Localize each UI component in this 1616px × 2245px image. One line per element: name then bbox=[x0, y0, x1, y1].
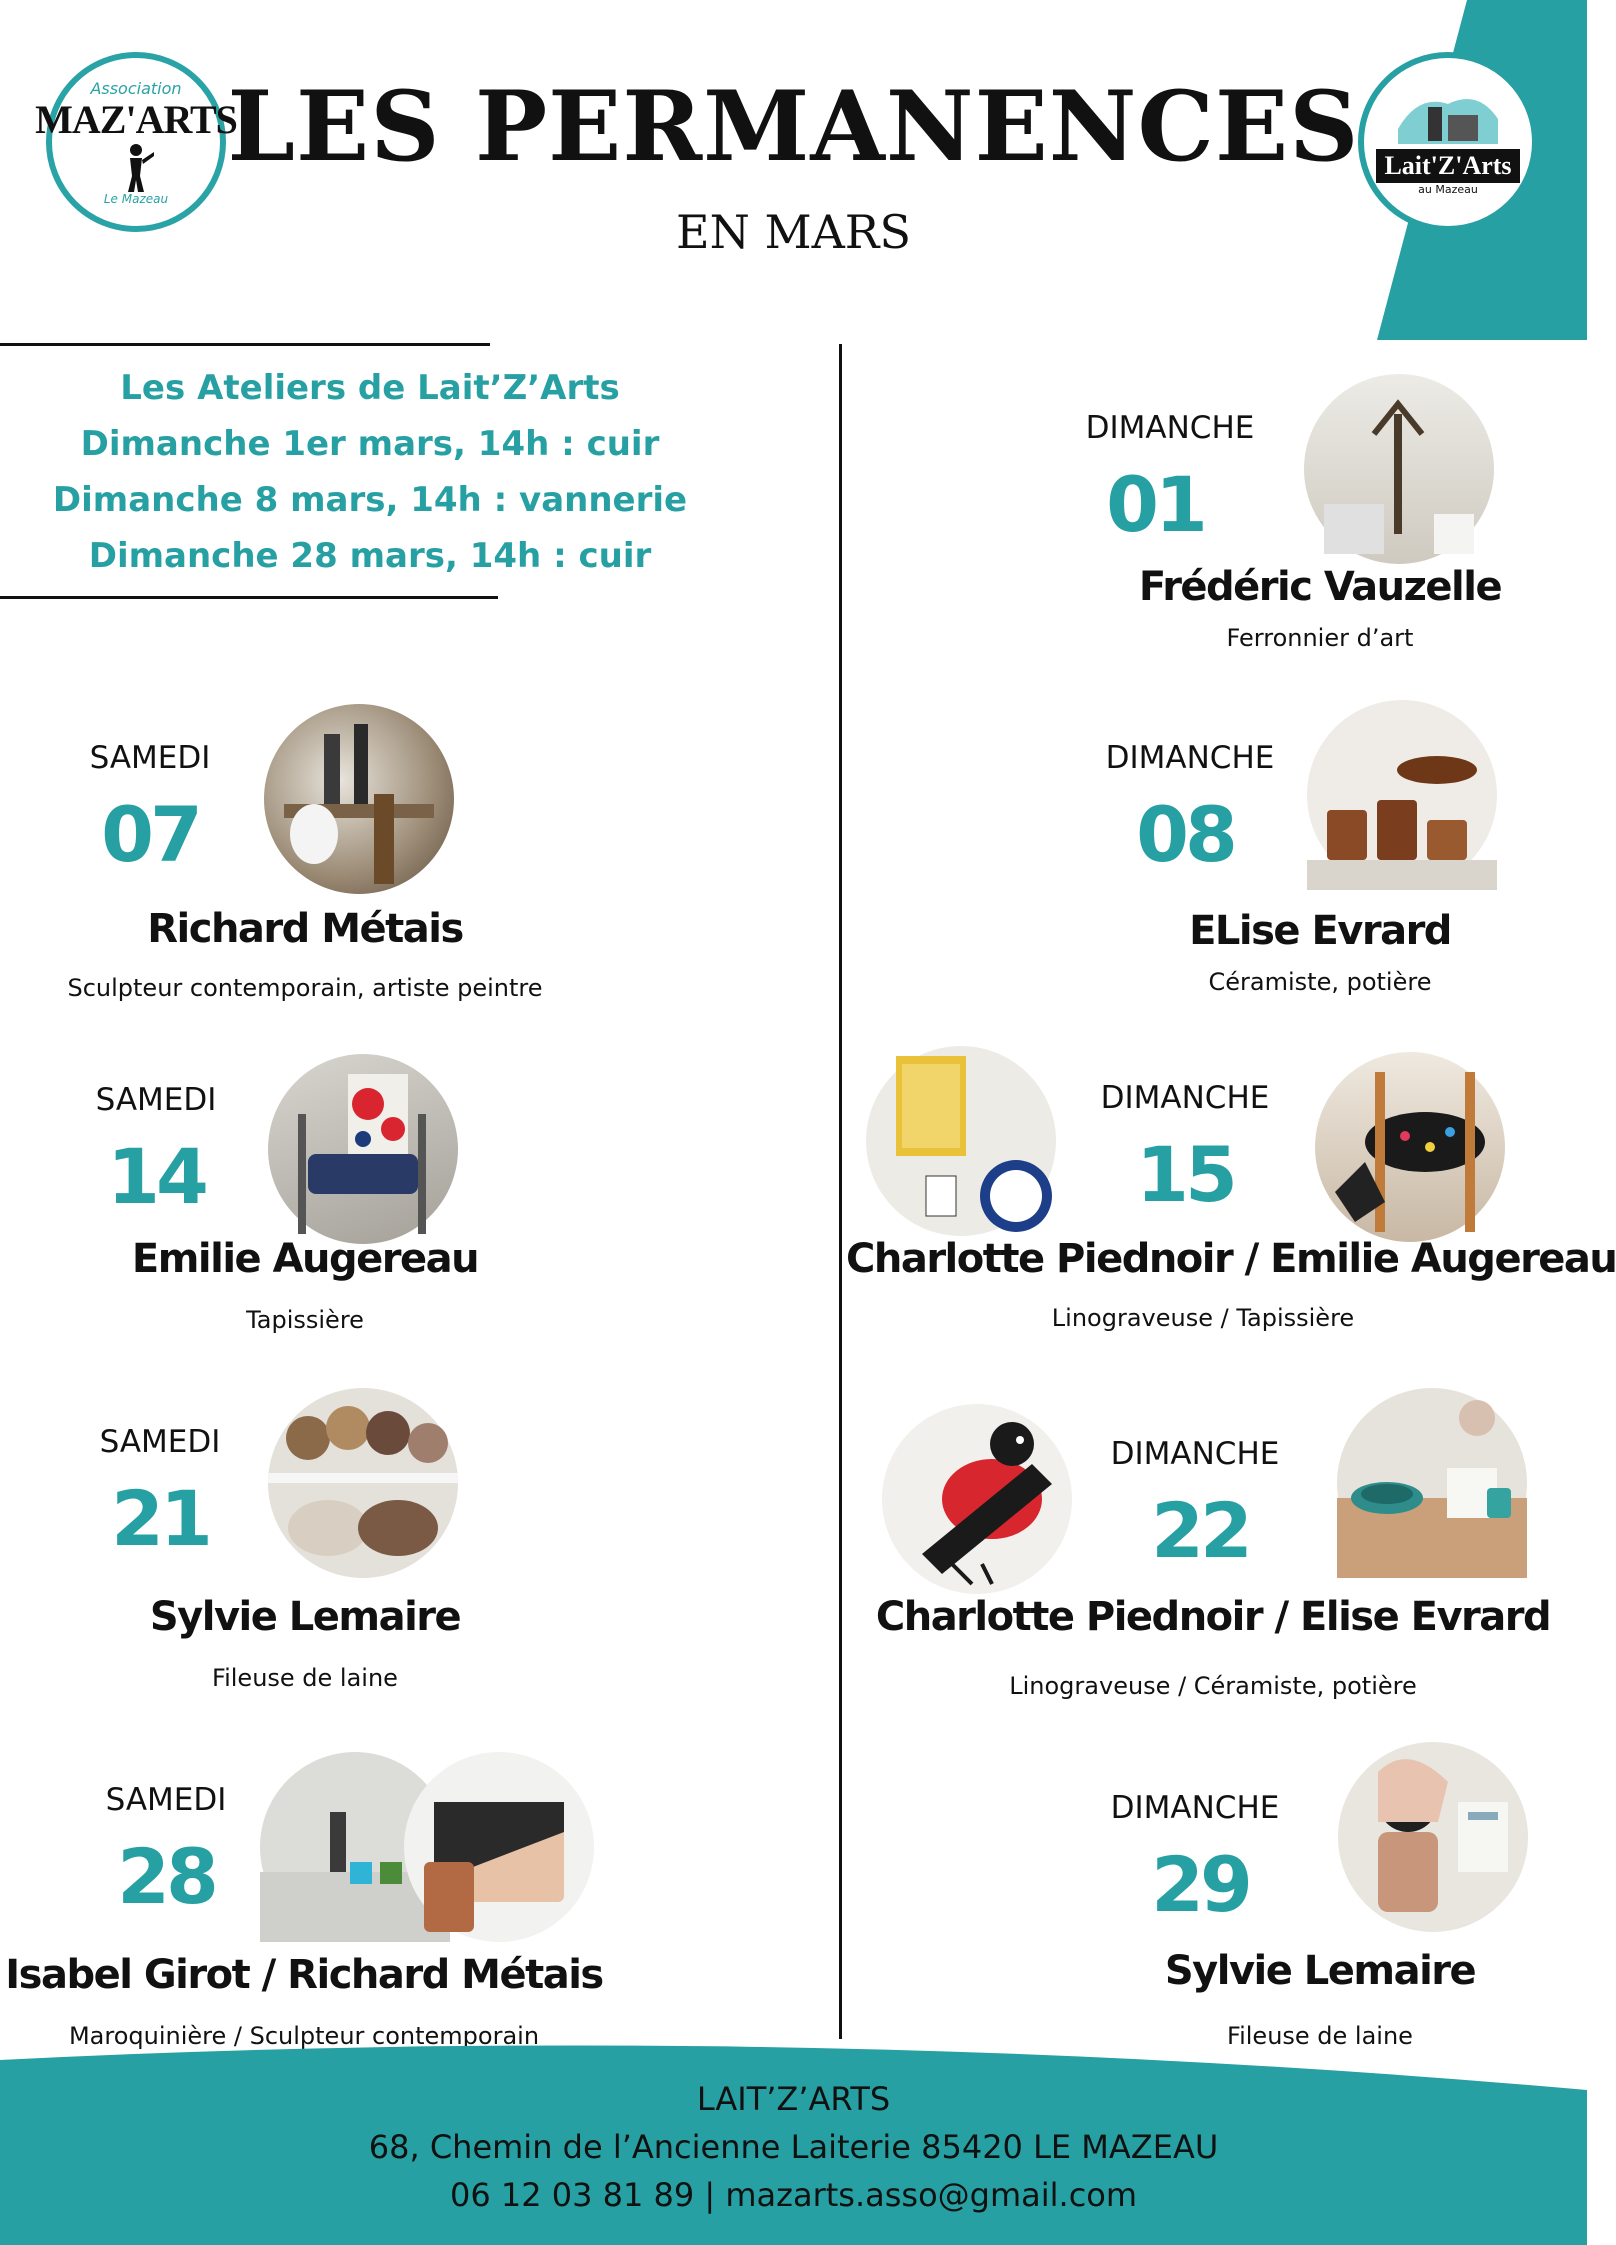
date-number: 07 bbox=[101, 790, 199, 879]
artist-photo bbox=[1307, 700, 1497, 890]
artist-name: Sylvie Lemaire bbox=[1164, 1948, 1476, 1994]
ateliers-box bbox=[40, 360, 700, 584]
date-number: 14 bbox=[107, 1132, 205, 1221]
date-number: 22 bbox=[1151, 1486, 1249, 1575]
date-number: 15 bbox=[1136, 1130, 1234, 1219]
ateliers-bottom-rule bbox=[0, 596, 498, 599]
date-day: DIMANCHE bbox=[1110, 1436, 1280, 1472]
artist-name: Frédéric Vauzelle bbox=[1138, 564, 1502, 610]
artist-photo bbox=[1337, 1388, 1527, 1578]
artist-photo bbox=[404, 1752, 594, 1942]
date-day: DIMANCHE bbox=[1100, 1080, 1270, 1116]
artist-photo bbox=[268, 1388, 458, 1578]
artist-job: Ferronnier d’art bbox=[1226, 624, 1414, 652]
artist-name: Isabel Girot / Richard Métais bbox=[5, 1952, 603, 1998]
artist-job: Sculpteur contemporain, artiste peintre bbox=[67, 974, 543, 1002]
date-number: 01 bbox=[1106, 460, 1204, 549]
footer-org: LAIT’Z’ARTS bbox=[696, 2080, 891, 2118]
artist-job: Céramiste, potière bbox=[1208, 968, 1432, 996]
ateliers-heading: Les Ateliers de Lait’Z’Arts bbox=[120, 368, 620, 408]
artist-photo bbox=[1338, 1742, 1528, 1932]
logo-left-line1: Association bbox=[90, 78, 182, 98]
artist-job: Fileuse de laine bbox=[212, 1664, 398, 1692]
atelier-item: Dimanche 8 mars, 14h : vannerie bbox=[52, 480, 688, 520]
column-divider bbox=[839, 344, 842, 2039]
artist-job: Tapissière bbox=[246, 1306, 364, 1334]
artist-name: Charlotte Piednoir / Emilie Augereau bbox=[846, 1236, 1616, 1282]
atelier-item: Dimanche 28 mars, 14h : cuir bbox=[88, 536, 652, 576]
artist-photo bbox=[866, 1046, 1056, 1236]
artist-job: Linograveuse / Tapissière bbox=[1051, 1304, 1355, 1332]
logo-left-line3: Le Mazeau bbox=[103, 191, 169, 206]
logo-right-sub: au Mazeau bbox=[1418, 182, 1478, 196]
date-day: SAMEDI bbox=[105, 1782, 227, 1818]
artist-name: Sylvie Lemaire bbox=[149, 1594, 461, 1640]
date-day: DIMANCHE bbox=[1110, 1790, 1280, 1826]
date-number: 08 bbox=[1136, 790, 1234, 879]
date-number: 21 bbox=[111, 1474, 209, 1563]
date-number: 29 bbox=[1151, 1840, 1249, 1929]
page-title: LES PERMANENCES bbox=[227, 70, 1360, 183]
artist-name: Charlotte Piednoir / Elise Evrard bbox=[875, 1594, 1551, 1640]
date-day: DIMANCHE bbox=[1085, 410, 1255, 446]
artist-photo bbox=[268, 1054, 458, 1244]
artist-photo bbox=[264, 704, 454, 894]
date-day: SAMEDI bbox=[95, 1082, 217, 1118]
date-day: SAMEDI bbox=[89, 740, 211, 776]
artist-name: ELise Evrard bbox=[1189, 908, 1451, 954]
footer-address: 68, Chemin de l’Ancienne Laiterie 85420 LE MAZEAU bbox=[368, 2128, 1219, 2166]
date-day: SAMEDI bbox=[99, 1424, 221, 1460]
logo-left-line2: MAZ'ARTS bbox=[35, 96, 237, 142]
artist-photo bbox=[882, 1404, 1072, 1594]
artist-name: Emilie Augereau bbox=[131, 1236, 479, 1282]
artist-job: Maroquinière / Sculpteur contemporain bbox=[68, 2022, 540, 2050]
artist-name: Richard Métais bbox=[147, 906, 463, 952]
logo-right-name: Lait'Z'Arts bbox=[1376, 149, 1519, 183]
artist-job: Linograveuse / Céramiste, potière bbox=[1009, 1672, 1417, 1700]
atelier-item: Dimanche 1er mars, 14h : cuir bbox=[80, 424, 660, 464]
artist-job: Fileuse de laine bbox=[1227, 2022, 1413, 2050]
footer-contact: 06 12 03 81 89 | mazarts.asso@gmail.com bbox=[449, 2176, 1138, 2214]
date-day: DIMANCHE bbox=[1105, 740, 1275, 776]
artist-photo bbox=[1315, 1052, 1505, 1242]
page-subtitle: EN MARS bbox=[676, 205, 911, 259]
date-number: 28 bbox=[117, 1832, 215, 1921]
artist-photo bbox=[1304, 374, 1494, 564]
ateliers-top-rule bbox=[0, 343, 490, 346]
